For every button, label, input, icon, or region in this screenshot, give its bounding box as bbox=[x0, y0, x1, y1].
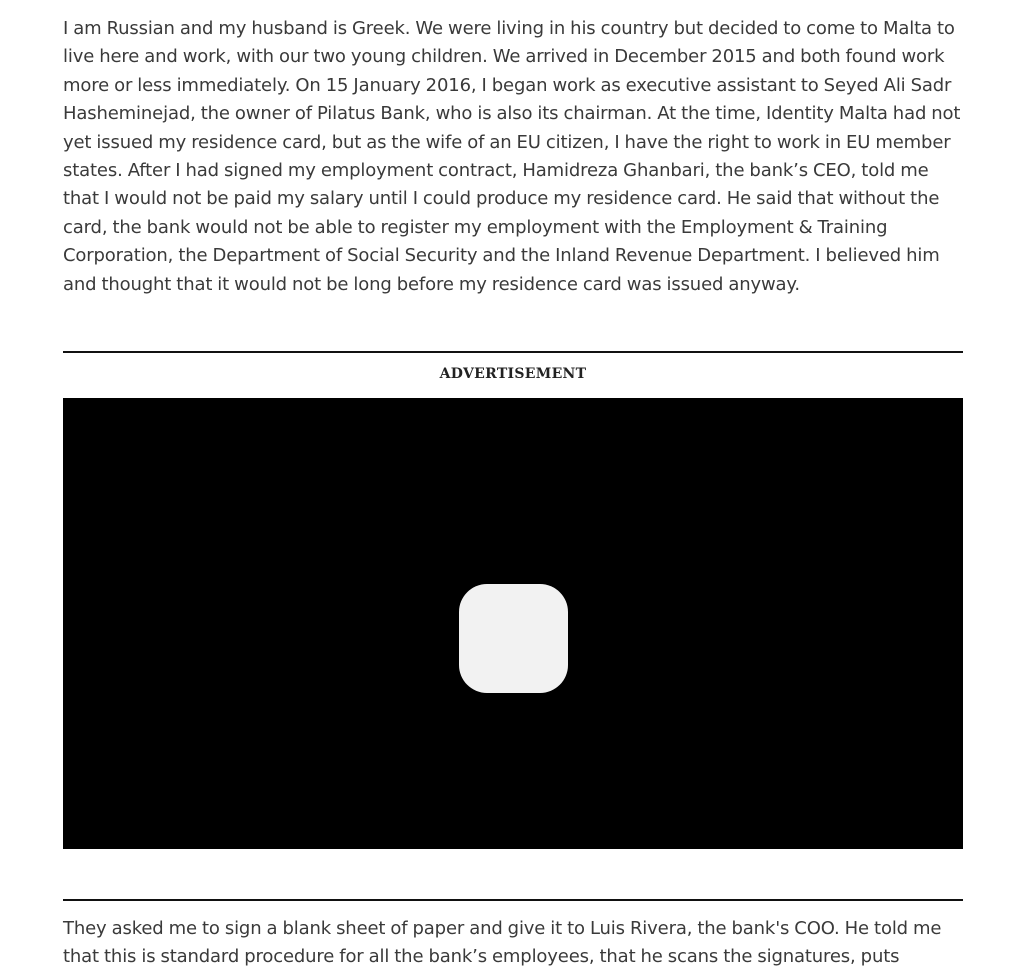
advertisement-label: ADVERTISEMENT bbox=[439, 366, 587, 382]
ad-divider-top bbox=[63, 351, 963, 353]
article-paragraph: I am Russian and my husband is Greek. We were living in his country but decided to come to Malta to live here and work, with our two young children. We arrived in December 2015 and both found work more or less immediately. On 15 January 2016, I began work as executive assistant to Seyed Ali Sadr Hasheminejad, the owner of Pilatus Bank, who is also its chairman. At the time, Identity Malta had not yet issued my residence card, but as the wife of an EU citizen, I have the right to work in EU member states. After I had signed my employment contract, Hamidreza Ghanbari, the bank’s CEO, told me that I would not be paid my salary until I could produce my residence card. He said that without the card, the bank would not be able to register my employment with the Employment & Training Corporation, the Department of Social Security and the Inland Revenue Department. I believed him and thought that it would not be long before my residence card was issued anyway. bbox=[63, 18, 961, 295]
ad-divider-bottom bbox=[63, 899, 963, 901]
article-paragraph: They asked me to sign a blank sheet of paper and give it to Luis Rivera, the bank's COO. He told me that this is standard procedure for all the bank’s employees, that he scans the signatures, puts bbox=[63, 918, 942, 968]
ad-video-player[interactable] bbox=[63, 398, 963, 849]
play-button[interactable] bbox=[459, 584, 568, 693]
